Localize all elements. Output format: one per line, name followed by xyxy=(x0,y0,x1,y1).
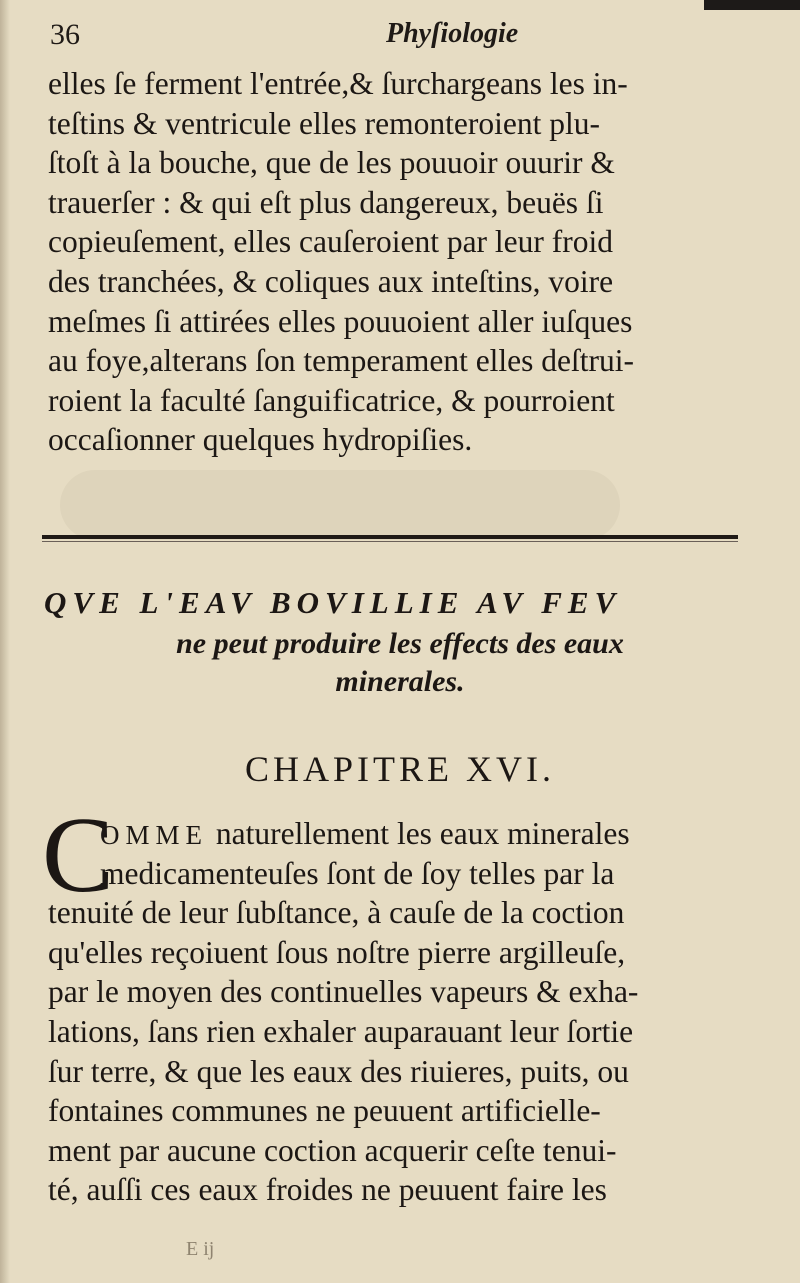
text-line: copieuſement, elles cauſeroient par leur froid xyxy=(48,224,614,260)
text-line: qu'elles reçoiuent ſous noſtre pierre argilleuſe, xyxy=(48,934,626,970)
text-line: teſtins & ventricule elles remonteroient plu- xyxy=(48,105,600,141)
section-divider-rule xyxy=(42,535,738,539)
first-line-rest: naturellement les eaux minerales xyxy=(215,816,630,851)
text-line: roient la faculté ſanguificatrice, & pourroient xyxy=(48,382,615,418)
section-divider-rule-thin xyxy=(42,541,738,542)
text-line: occaſionner quelques hydropiſies. xyxy=(48,422,473,458)
running-title: Phyſiologie xyxy=(386,18,519,49)
text-line: ſtoſt à la bouche, que de les pouuoir ouurir & xyxy=(48,145,615,181)
paragraph-2 xyxy=(48,814,760,1210)
page-gutter-shadow xyxy=(0,0,10,1283)
text-line: au foye,alterans ſon temperament elles deſtrui- xyxy=(48,343,635,379)
text-line: elles ſe ferment l'entrée,& ſurchargeans les in- xyxy=(48,66,628,101)
page-corner-background xyxy=(704,0,800,10)
text-line: medicamenteuſes ſont de ſoy telles par la xyxy=(100,855,615,891)
paragraph-1 xyxy=(48,64,760,460)
text-line: meſmes ſi attirées elles pouuoient aller iuſques xyxy=(48,303,633,339)
text-line: lations, ſans rien exhaler auparauant leur ſortie xyxy=(48,1013,634,1049)
text-line: ment par aucune coction acquerir ceſte tenui- xyxy=(48,1132,617,1168)
text-line-first xyxy=(48,814,760,854)
text-line: fontaines communes ne peuuent artificielle- xyxy=(48,1093,601,1129)
text-line: ſur terre, & que les eaux des riuieres, puits, ou xyxy=(48,1053,629,1089)
running-head xyxy=(50,16,750,56)
section-heading xyxy=(40,585,760,703)
chapter-title: CHAPITRE XVI. xyxy=(245,749,555,789)
text-line: des tranchées, & coliques aux inteſtins, voire xyxy=(48,263,614,299)
text-line: par le moyen des continuelles vapeurs & exha- xyxy=(48,974,639,1010)
paper-stain xyxy=(60,470,620,540)
page-number: 36 xyxy=(50,18,80,51)
text-line: trauerſer : & qui eſt plus dangereux, beuës ſi xyxy=(48,184,604,220)
text-line: té, auſſi ces eaux froides ne peuuent faire les xyxy=(48,1172,607,1208)
text-line: tenuité de leur ſubſtance, à cauſe de la coction xyxy=(48,895,625,931)
drop-capital: C xyxy=(42,796,115,915)
signature-mark: E ij xyxy=(186,1238,215,1260)
section-heading-line-3: minerales. xyxy=(335,665,465,698)
section-heading-line-2: ne peut produire les effects des eaux xyxy=(176,627,624,660)
section-heading-line-1: QVE L'EAV BOVILLIE AV FEV xyxy=(44,585,622,620)
first-word-caps: OMME xyxy=(100,820,209,850)
